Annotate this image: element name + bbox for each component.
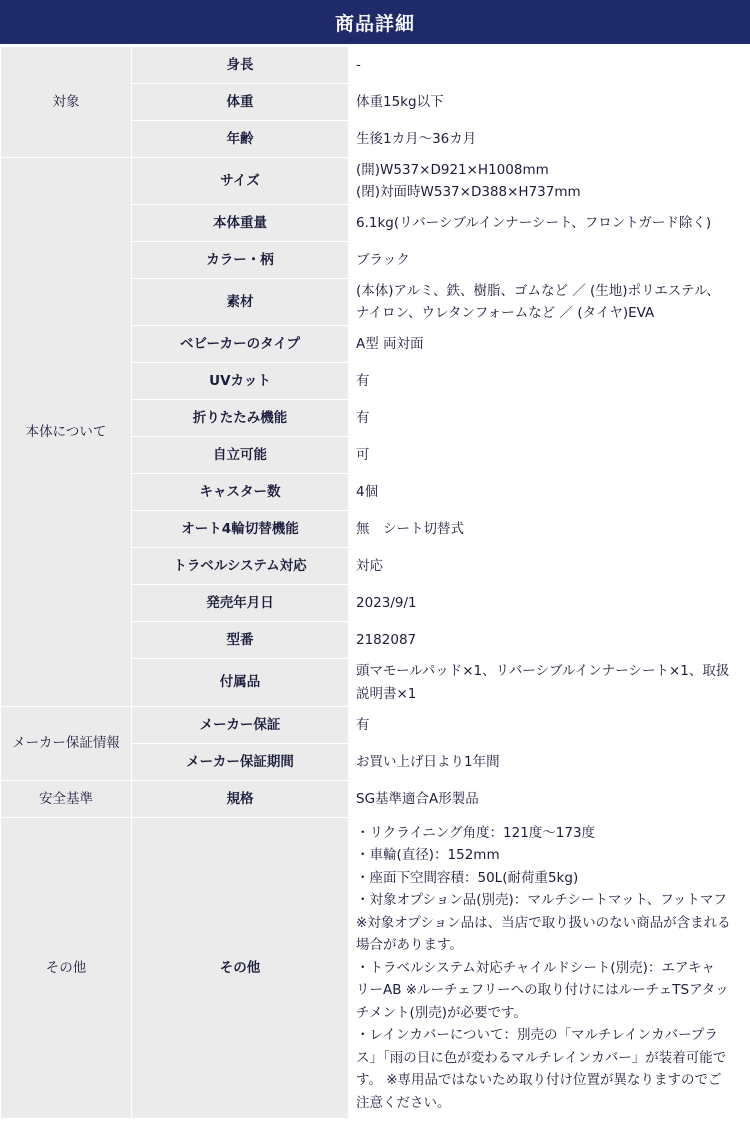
product-spec-table xyxy=(0,46,750,1119)
spec-key: 自立可能 xyxy=(132,437,349,474)
spec-value-line: 対応 xyxy=(356,557,383,574)
spec-value-line: ※対象オプション品は、当店で取り扱いのない商品が含まれる xyxy=(356,914,731,931)
spec-value-line: (閉)対面時W537×D388×H737mm xyxy=(356,184,581,200)
spec-value-line: 2023/9/1 xyxy=(356,594,417,611)
spec-key: 素材 xyxy=(132,279,349,326)
spec-value-line: (本体)アルミ、鉄、樹脂、ゴムなど ／ (生地)ポリエステル、 xyxy=(356,282,720,299)
spec-value-line: ・座面下空間容積：50L(耐荷重5kg) xyxy=(356,869,579,886)
spec-value xyxy=(349,400,750,437)
spec-value-line: す。 ※専用品ではないため取り付け位置が異なりますのでご xyxy=(356,1072,722,1089)
spec-key: その他 xyxy=(132,818,349,1119)
group-label: メーカー保証情報 xyxy=(1,707,132,781)
spec-key: 型番 xyxy=(132,622,349,659)
spec-row xyxy=(1,707,750,744)
spec-value xyxy=(349,121,750,158)
spec-value-line: 頭マモールパッド×1、リバーシブルインナーシート×1、取扱 xyxy=(356,663,730,679)
spec-key: 付属品 xyxy=(132,659,349,707)
spec-value xyxy=(349,242,750,279)
spec-value-line: お買い上げ日より1年間 xyxy=(356,753,500,770)
spec-key: ベビーカーのタイプ xyxy=(132,326,349,363)
spec-key: 年齢 xyxy=(132,121,349,158)
spec-key: サイズ xyxy=(132,158,349,205)
spec-value-line: ・車輪(直径)：152mm xyxy=(356,847,500,864)
spec-value xyxy=(349,205,750,242)
spec-value xyxy=(349,781,750,818)
spec-value-line: ナイロン、ウレタンフォームなど ／ (タイヤ)EVA xyxy=(356,305,655,321)
spec-row xyxy=(1,47,750,84)
spec-value-line: ・トラベルシステム対応チャイルドシート(別売)：エアキャ xyxy=(356,959,715,976)
spec-key: UVカット xyxy=(132,363,349,400)
spec-value xyxy=(349,84,750,121)
spec-value-line: (開)W537×D921×H1008mm xyxy=(356,161,549,178)
spec-key: 体重 xyxy=(132,84,349,121)
spec-key: キャスター数 xyxy=(132,474,349,511)
spec-value-line: 有 xyxy=(356,409,370,426)
spec-row xyxy=(1,158,750,205)
spec-value-line: ・対象オプション品(別売)：マルチシートマット、フットマフ xyxy=(356,892,727,909)
section-title: 商品詳細 xyxy=(334,12,415,35)
spec-value xyxy=(349,326,750,363)
spec-value-line: 注意ください。 xyxy=(356,1094,451,1111)
spec-value-line: 生後1カ月～36カ月 xyxy=(356,130,477,147)
spec-value xyxy=(349,622,750,659)
spec-key: メーカー保証 xyxy=(132,707,349,744)
spec-key: 身長 xyxy=(132,47,349,84)
spec-value xyxy=(349,744,750,781)
spec-value xyxy=(349,585,750,622)
spec-row xyxy=(1,818,750,1119)
spec-key: 規格 xyxy=(132,781,349,818)
spec-value-line: ・リクライニング角度：121度～173度 xyxy=(356,824,596,841)
spec-value xyxy=(349,363,750,400)
spec-value-line: 有 xyxy=(356,716,370,733)
spec-key: メーカー保証期間 xyxy=(132,744,349,781)
spec-value-line: 2182087 xyxy=(356,631,417,648)
spec-key: 本体重量 xyxy=(132,205,349,242)
spec-value xyxy=(349,158,750,205)
spec-value-line: ブラック xyxy=(356,251,410,268)
spec-value-line: 可 xyxy=(356,446,370,463)
section-header xyxy=(0,0,750,46)
spec-value xyxy=(349,474,750,511)
spec-key: トラベルシステム対応 xyxy=(132,548,349,585)
spec-key: オート4輪切替機能 xyxy=(132,511,349,548)
spec-value xyxy=(349,707,750,744)
spec-value xyxy=(349,279,750,326)
spec-value-line: 説明書×1 xyxy=(356,685,417,702)
spec-value-line: SG基準適合A形製品 xyxy=(356,790,479,807)
spec-value xyxy=(349,548,750,585)
spec-value-line: - xyxy=(356,56,361,73)
group-label: 本体について xyxy=(1,158,132,707)
spec-value xyxy=(349,818,750,1119)
spec-value-line: リーAB ※ルーチェフリーへの取り付けにはルーチェTSアタッ xyxy=(356,982,729,999)
group-label: 安全基準 xyxy=(1,781,132,818)
spec-value-line: 場合があります。 xyxy=(356,937,463,954)
spec-value-line: 無 シート切替式 xyxy=(356,520,464,537)
spec-value-line: 4個 xyxy=(356,483,379,500)
spec-value xyxy=(349,47,750,84)
group-label: 対象 xyxy=(1,47,132,158)
group-label: その他 xyxy=(1,818,132,1119)
spec-value xyxy=(349,437,750,474)
spec-value-line: A型 両対面 xyxy=(356,335,424,352)
spec-key: 折りたたみ機能 xyxy=(132,400,349,437)
spec-key: カラー・柄 xyxy=(132,242,349,279)
spec-value-line: ス」「雨の日に色が変わるマルチレインカバー」が装着可能で xyxy=(356,1049,727,1066)
spec-value-line: 有 xyxy=(356,372,370,389)
spec-key: 発売年月日 xyxy=(132,585,349,622)
spec-value-line: チメント(別売)が必要です。 xyxy=(356,1004,527,1021)
spec-value-line: 6.1kg(リバーシブルインナーシート、フロントガード除く) xyxy=(356,214,712,231)
spec-value xyxy=(349,511,750,548)
spec-value-line: 体重15kg以下 xyxy=(356,93,444,110)
spec-value-line: ・レインカバーについて：別売の「マルチレインカバープラ xyxy=(356,1027,718,1044)
spec-row xyxy=(1,781,750,818)
spec-value xyxy=(349,659,750,707)
